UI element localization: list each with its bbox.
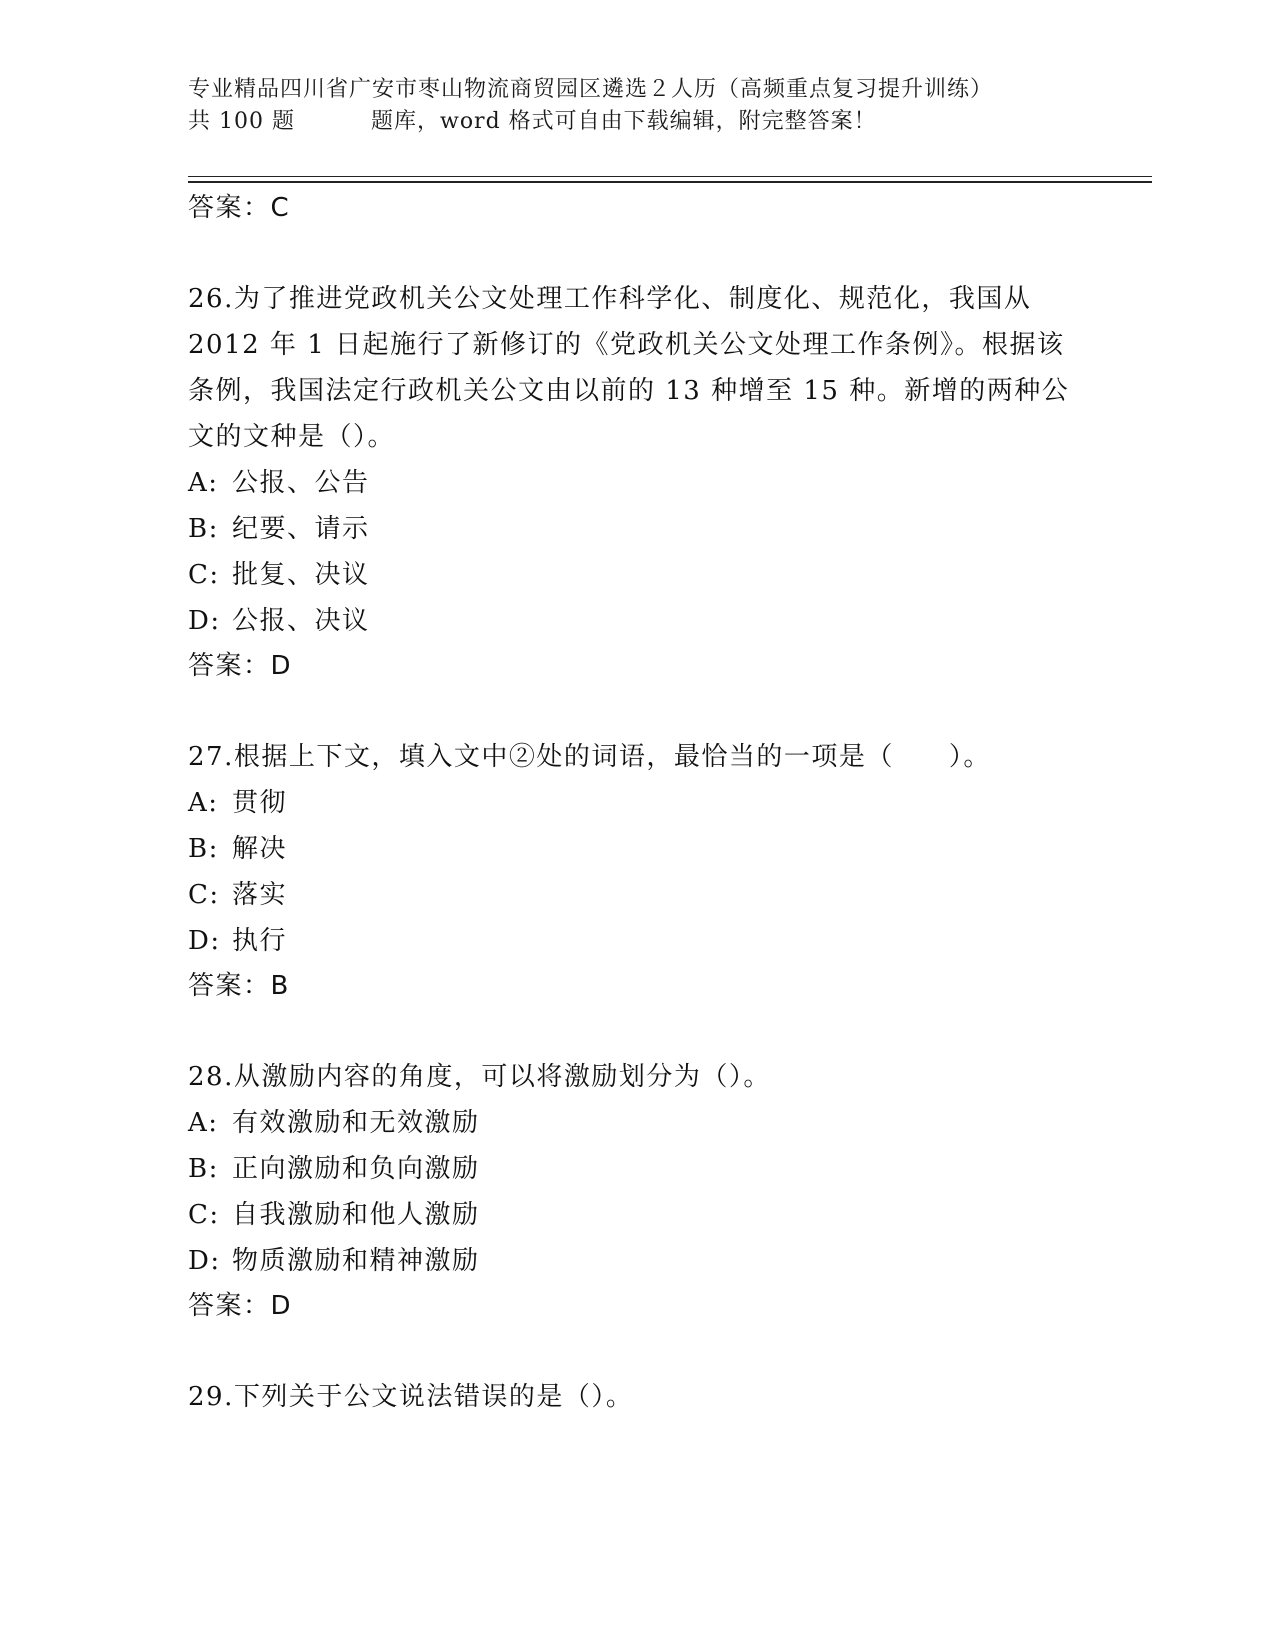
question-26 xyxy=(188,276,1148,688)
question-body: 从激励内容的角度，可以将激励划分为（）。 xyxy=(233,1062,771,1092)
question-text xyxy=(188,1054,1088,1100)
question-answer: 答案：D xyxy=(188,1291,293,1321)
header-description: 题库，word 格式可自由下载编辑，附完整答案！ xyxy=(370,109,877,134)
question-text xyxy=(188,734,1088,780)
option-d: D: 物质激励和精神激励 xyxy=(188,1246,480,1276)
option-b: B: 正向激励和负向激励 xyxy=(188,1154,480,1184)
question-27 xyxy=(188,734,1148,1008)
header-title-line: 专业精品四川省广安市枣山物流商贸园区遴选２人历（高频重点复习提升训练） xyxy=(188,77,994,102)
option-b: B: 解决 xyxy=(188,834,288,864)
question-answer: 答案：D xyxy=(188,651,293,681)
question-28 xyxy=(188,1054,1148,1328)
question-body: 为了推进党政机关公文处理工作科学化、制度化、规范化，我国从 2012 年 1 日起施行了新修订的《党政机关公文处理工作条例》。根据该条例，我国法定行政机关公文由以前的 13 种增至 15 种。新增的两种公文的文种是（）。 xyxy=(188,284,1070,452)
header-subtitle-line xyxy=(188,106,1118,138)
question-body: 根据上下文，填入文中②处的词语，最恰当的一项是（ ）。 xyxy=(233,742,991,772)
answer-value: C xyxy=(270,193,291,223)
question-text xyxy=(188,1374,1088,1420)
question-list xyxy=(188,186,1148,1420)
option-a: A: 公报、公告 xyxy=(188,468,370,498)
answer-prefix: 答案： xyxy=(188,193,271,223)
header-divider-thick xyxy=(188,181,1152,183)
option-b: B: 纪要、请示 xyxy=(188,514,370,544)
option-c: C: 落实 xyxy=(188,880,288,910)
question-number: 29. xyxy=(188,1382,234,1412)
question-body: 下列关于公文说法错误的是（）。 xyxy=(233,1382,634,1412)
option-c: C: 批复、决议 xyxy=(188,560,370,590)
question-number: 28. xyxy=(188,1062,234,1092)
header-divider-thin xyxy=(188,176,1152,177)
option-d: D: 执行 xyxy=(188,926,288,956)
question-29 xyxy=(188,1374,1148,1420)
question-text xyxy=(188,276,1088,460)
option-a: A: 有效激励和无效激励 xyxy=(188,1108,480,1138)
question-number: 26. xyxy=(188,284,234,314)
previous-answer xyxy=(188,186,1148,230)
option-c: C: 自我激励和他人激励 xyxy=(188,1200,480,1230)
header-question-count: 共 100 题 xyxy=(188,109,295,134)
question-answer: 答案：B xyxy=(188,971,290,1001)
option-d: D: 公报、决议 xyxy=(188,606,370,636)
question-number: 27. xyxy=(188,742,234,772)
page-header xyxy=(188,74,1118,138)
option-a: A: 贯彻 xyxy=(188,788,288,818)
